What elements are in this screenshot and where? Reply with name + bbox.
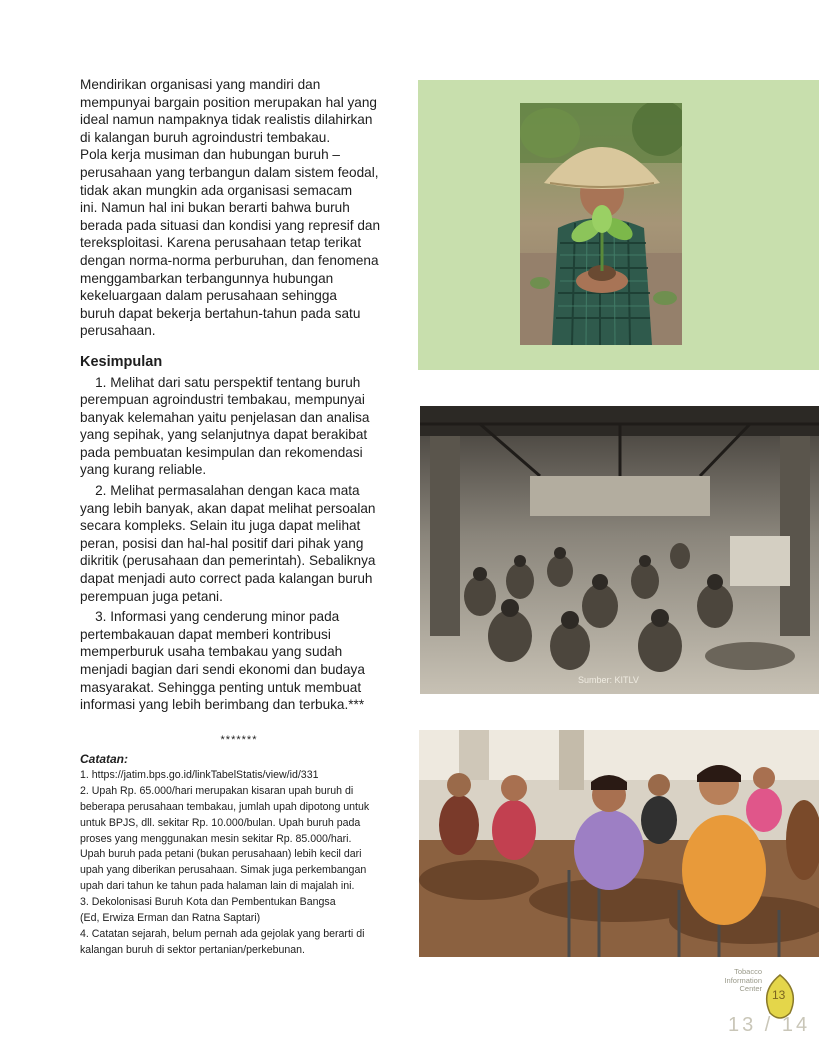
footnotes xyxy=(80,752,405,959)
workers-color-photo xyxy=(419,730,819,957)
note-line: Upah buruh pada petani (bukan perusahaan) lebih kecil dari xyxy=(80,848,362,861)
farmer-photo xyxy=(520,103,682,345)
note-line: upah dari tahun ke tahun pada halaman lain di majalah ini. xyxy=(80,880,355,893)
note-line: 2. Upah Rp. 65.000/hari merupakan kisaran upah buruh di xyxy=(80,784,354,797)
footer-brand: Tobacco Information Center xyxy=(724,967,762,993)
note-line: kalangan buruh di sektor pertanian/perkebunan. xyxy=(80,943,305,956)
photo-caption: Sumber: KITLV xyxy=(578,675,639,685)
workers-illustration xyxy=(419,730,819,957)
note-line: (Ed, Erwiza Erman dan Ratna Saptari) xyxy=(80,912,261,925)
farmer-illustration xyxy=(520,103,682,345)
historic-factory-illustration xyxy=(420,406,819,694)
note-line: beberapa perusahaan tembakau, jumlah upah dipotong untuk xyxy=(80,800,370,813)
note-line: 1. https://jatim.bps.go.id/linkTabelStatis/view/id/331 xyxy=(80,768,319,781)
note-line: untuk BPJS, dll. sekitar Rp. 10.000/bulan. Upah buruh pada xyxy=(80,816,361,829)
note-line: 4. Catatan sejarah, belum pernah ada gejolak yang berarti di xyxy=(80,927,365,940)
page-indicator-cut: 13 / 14 xyxy=(728,1014,811,1036)
article-body xyxy=(80,76,398,749)
section-heading: Kesimpulan xyxy=(80,353,163,370)
note-line: upah yang diberikan perusahaan. Simak juga perkembangan xyxy=(80,864,367,877)
note-line: proses yang menggunakan mesin sekitar Rp. 85.000/hari. xyxy=(80,832,352,845)
conclusion-point-2: 2. Melihat permasalahan dengan kaca mata yang lebih banyak, akan dapat melihat persoalan secara kompleks. Selain itu juga dapat melihat peran, posisi dan hal-hal positif dari pihak yang dikritik (perusahaan dan pemerintah). Sebaliknya dapat menjadi auto correct pada kalangan buruh perempuan juga petani. xyxy=(80,483,376,604)
section-separator: ******* xyxy=(220,733,258,746)
historic-factory-photo xyxy=(420,406,819,694)
intro-paragraph: Mendirikan organisasi yang mandiri dan mempunyai bargain position merupakan hal yang ideal namun nampaknya tidak realistis dilahirkan di kalangan buruh agroindustri tembakau. Pola kerja musiman dan hubungan buruh – perusahaan yang terbangun dalam sistem feodal, tidak akan mungkin ada organisasi semacam ini. Namun hal ini bukan berarti bahwa buruh berada pada situasi dan kondisi yang represif dan tereksploitasi. Karena perusahaan tetap terikat dengan norma-norma perburuhan, dan fenomena menggambarkan terbangunnya hubungan kekeluargaan dalam perusahaan sehingga buruh dapat bekerja bertahun-tahun pada satu perusahaan. xyxy=(80,77,381,339)
page-number: 13 xyxy=(772,988,786,1002)
conclusion-point-3: 3. Informasi yang cenderung minor pada pertembakauan dapat memberi kontribusi memperburuk usaha tembakau yang sudah menjadi bagian dari sendi ekonomi dan budaya masyarakat. Sehingga penting untuk membuat informasi yang lebih berimbang dan terbuka.*** xyxy=(80,609,365,713)
conclusion-point-1: 1. Melihat dari satu perspektif tentang buruh perempuan agroindustri tembakau, mempunyai banyak kelemahan yaitu penjelasan dan analisa yang sepihak, yang selanjutnya dapat berakibat pada pembuatan kesimpulan dan rekomendasi yang kurang reliable. xyxy=(80,374,370,478)
note-line: 3. Dekolonisasi Buruh Kota dan Pembentukan Bangsa xyxy=(80,896,336,909)
notes-title: Catatan: xyxy=(80,752,129,766)
